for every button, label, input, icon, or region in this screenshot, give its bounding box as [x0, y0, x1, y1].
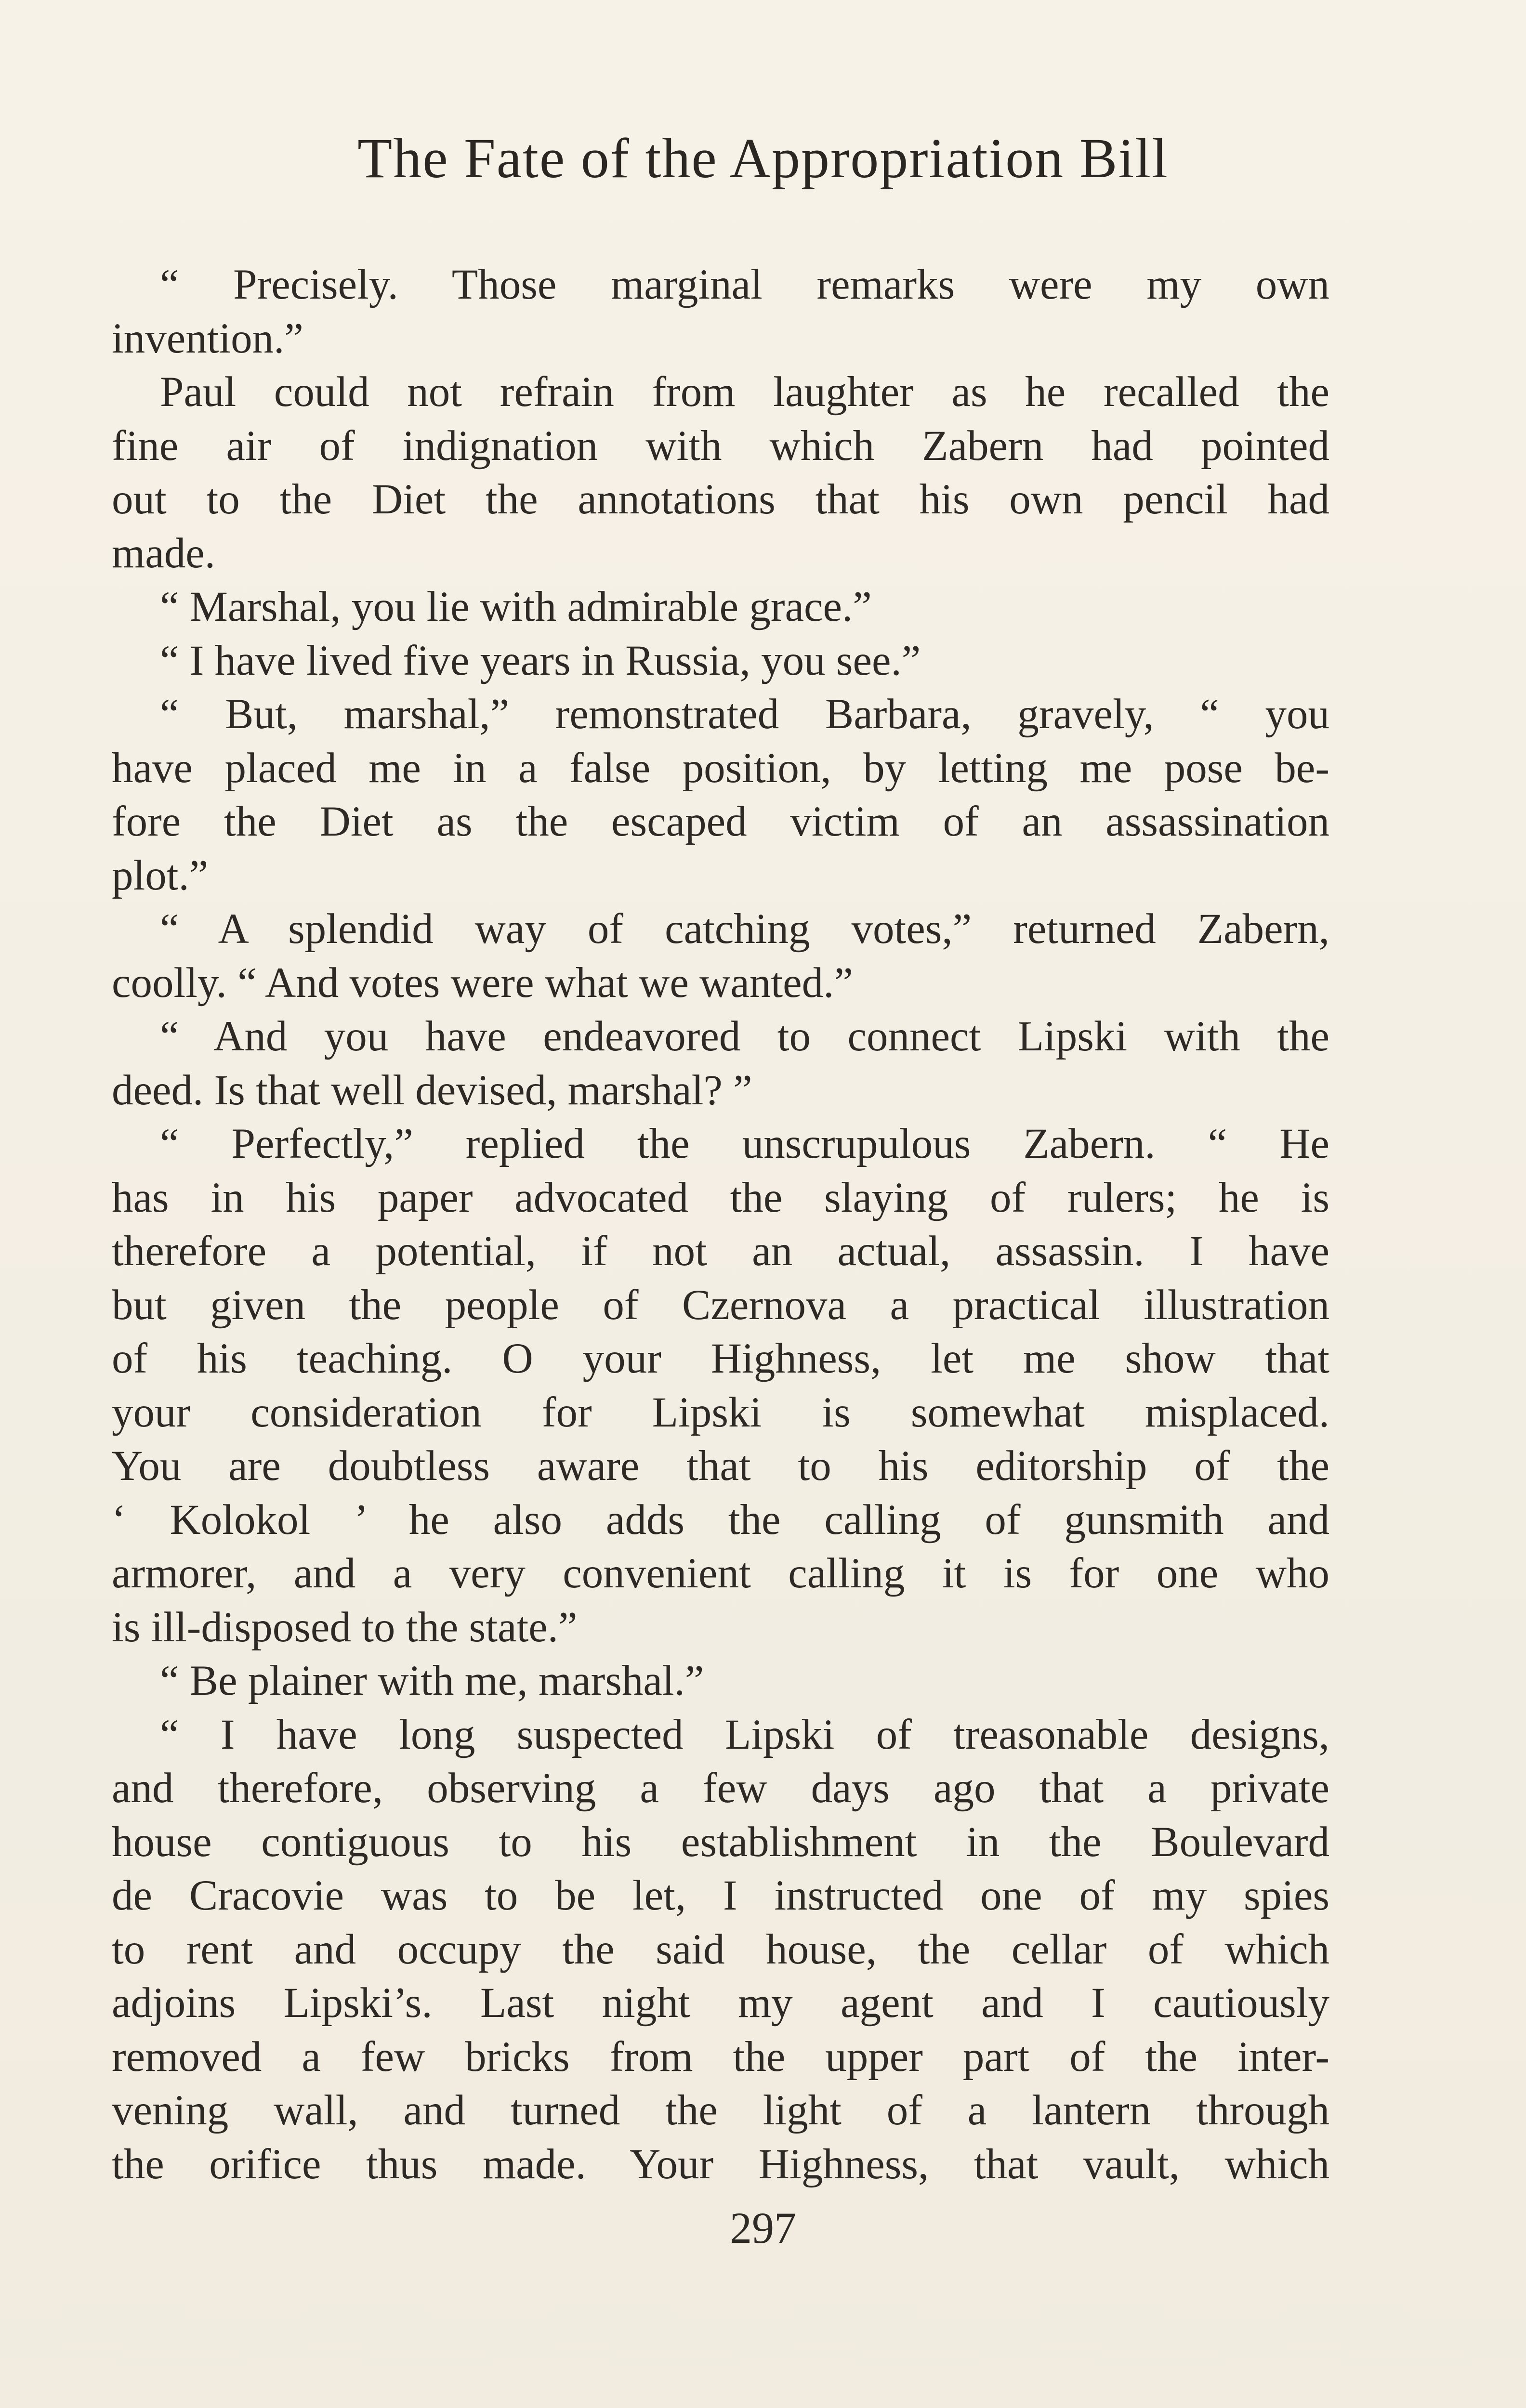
text-line: removed a few bricks from the upper part of the inter- — [112, 2033, 1329, 2081]
text-line: is ill-disposed to the state.” — [112, 1603, 578, 1651]
text-line: vening wall, and turned the light of a lantern through — [112, 2087, 1329, 2134]
text-line: You are doubtless aware that to his editorship of the — [112, 1442, 1329, 1490]
text-line: “ Perfectly,” replied the unscrupulous Zabern. “ He — [160, 1120, 1329, 1167]
text-line: therefore a potential, if not an actual, assassin. I have — [112, 1228, 1329, 1275]
text-line: house contiguous to his establishment in the Boulevard — [112, 1818, 1329, 1866]
text-line: coolly. “ And votes were what we wanted.” — [112, 959, 853, 1007]
text-line: and therefore, observing a few days ago that a private — [112, 1765, 1329, 1812]
text-line: invention.” — [112, 314, 303, 362]
text-line: de Cracovie was to be let, I instructed one of my spies — [112, 1872, 1329, 1919]
text-line: out to the Diet the annotations that his own pencil had — [112, 476, 1329, 523]
text-line: to rent and occupy the said house, the cellar of which — [112, 1925, 1329, 1973]
text-line: ‘ Kolokol ’ he also adds the calling of gunsmith and — [112, 1496, 1329, 1544]
running-head: The Fate of the Appropriation Bill — [357, 127, 1169, 190]
text-line: “ But, marshal,” remonstrated Barbara, gravely, “ you — [160, 691, 1329, 738]
text-line: made. — [112, 529, 215, 577]
text-line: fine air of indignation with which Zabern had pointed — [112, 422, 1329, 470]
text-line: “ And you have endeavored to connect Lipski with the — [160, 1013, 1329, 1060]
text-line: but given the people of Czernova a practical illustration — [112, 1281, 1329, 1329]
page-number: 297 — [730, 2203, 796, 2252]
text-line: “ A splendid way of catching votes,” returned Zabern, — [160, 905, 1329, 953]
text-line: the orifice thus made. Your Highness, that vault, which — [112, 2140, 1329, 2188]
text-line: plot.” — [112, 851, 209, 899]
text-line: “ I have lived five years in Russia, you see.” — [160, 637, 921, 684]
text-line: has in his paper advocated the slaying of rulers; he is — [112, 1174, 1329, 1221]
text-line: armorer, and a very convenient calling it is for one who — [112, 1550, 1329, 1597]
text-line: of his teaching. O your Highness, let me show that — [112, 1335, 1329, 1382]
text-line: your consideration for Lipski is somewhat misplaced. — [112, 1388, 1329, 1436]
text-line: fore the Diet as the escaped victim of an assassination — [112, 798, 1329, 845]
text-line: adjoins Lipski’s. Last night my agent and I cautiously — [112, 1979, 1329, 2027]
text-line: “ Precisely. Those marginal remarks were my own — [160, 261, 1329, 308]
text-line: “ I have long suspected Lipski of treasonable designs, — [160, 1711, 1329, 1758]
text-line: “ Be plainer with me, marshal.” — [160, 1657, 704, 1704]
text-line: Paul could not refrain from laughter as he recalled the — [160, 368, 1329, 416]
text-line: “ Marshal, you lie with admirable grace.” — [160, 583, 872, 630]
text-line: deed. Is that well devised, marshal? ” — [112, 1066, 752, 1114]
body-text — [112, 258, 1329, 2191]
text-line: have placed me in a false position, by letting me pose be- — [112, 744, 1329, 792]
